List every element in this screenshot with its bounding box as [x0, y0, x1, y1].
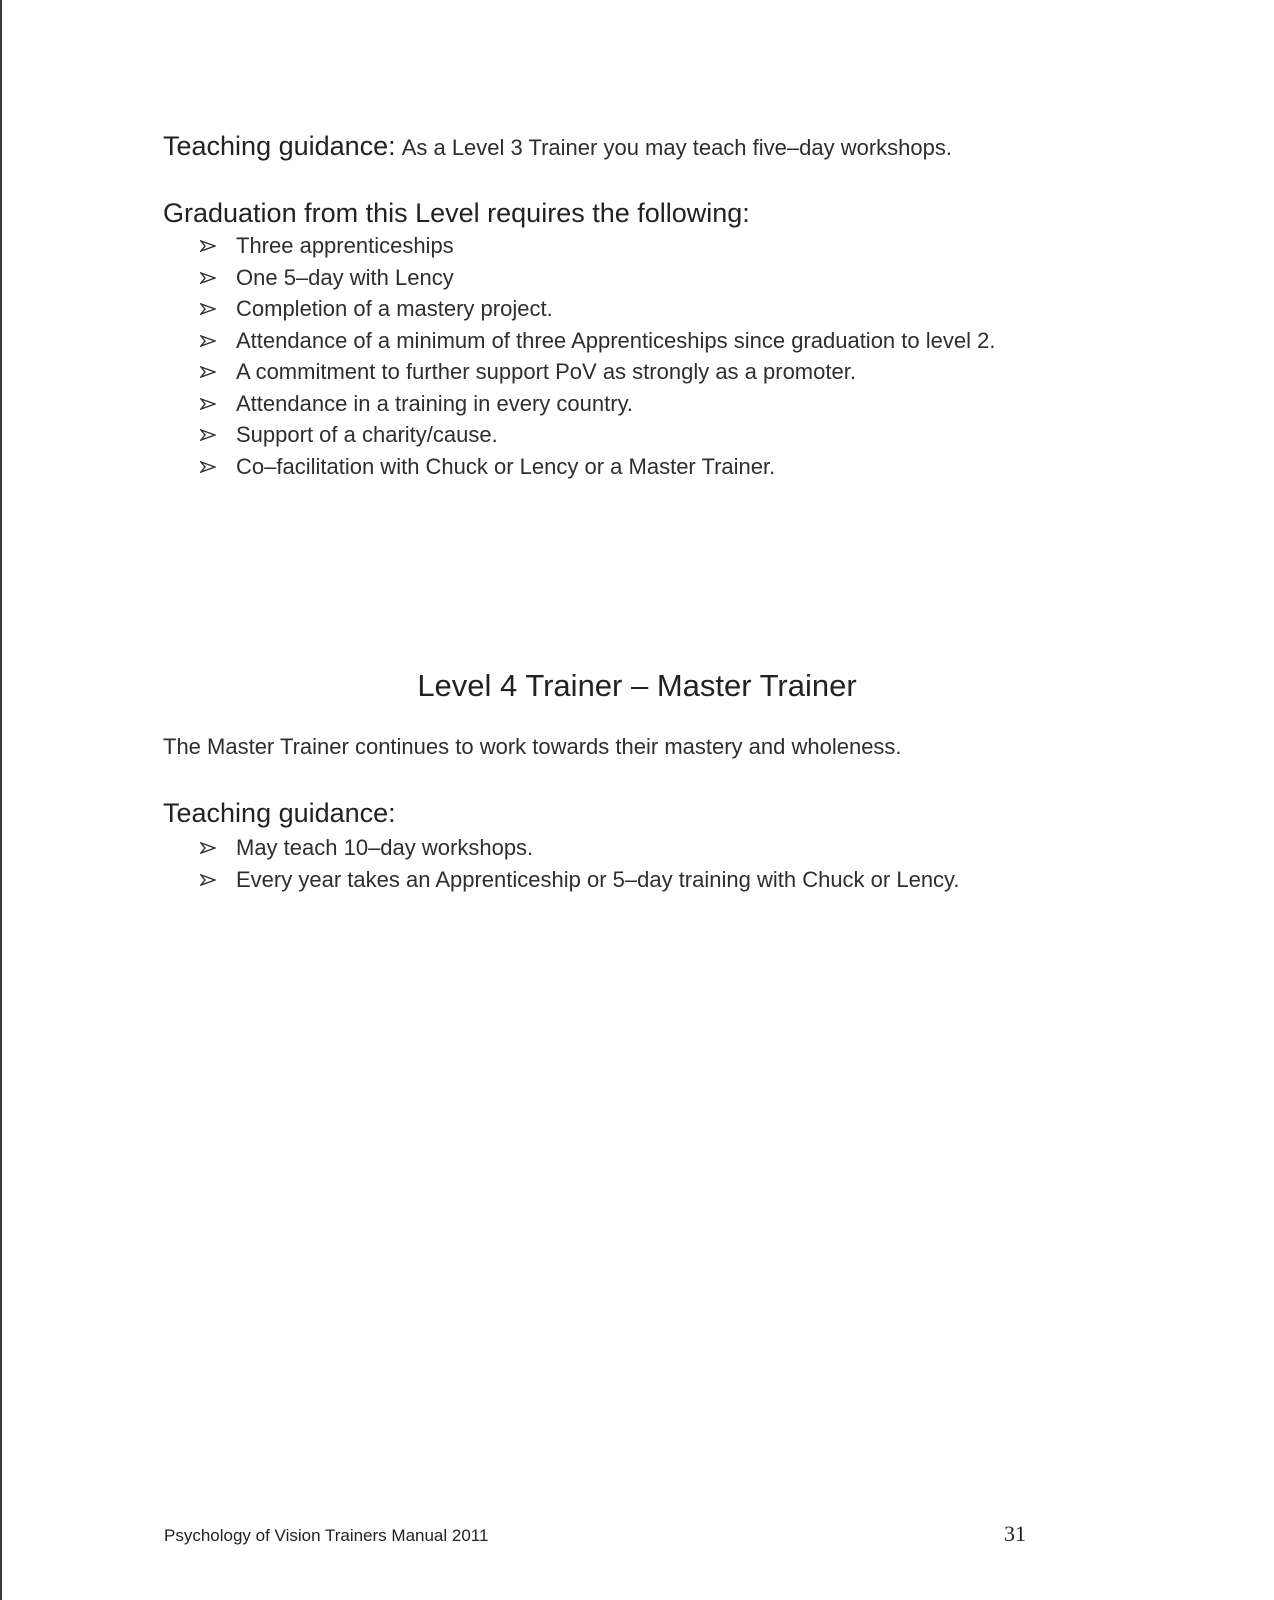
arrowhead-bullet-icon: [200, 240, 216, 252]
list-item: [200, 832, 1100, 864]
list-item: [200, 388, 1100, 420]
arrowhead-bullet-icon: [200, 303, 216, 315]
list-item-text: Attendance in a training in every country.: [236, 390, 634, 416]
page-number: 31: [1004, 1521, 1026, 1546]
list-item: [200, 230, 1100, 262]
arrowhead-bullet-icon: [200, 272, 216, 284]
arrowhead-bullet-icon: [200, 398, 216, 410]
list-item-text: Every year takes an Apprenticeship or 5–day training with Chuck or Lency.: [236, 866, 960, 892]
list-item-text: Attendance of a minimum of three Apprenticeships since graduation to level 2.: [236, 327, 996, 353]
arrowhead-bullet-icon: [200, 366, 216, 378]
graduation-requirements-list: [200, 230, 1100, 482]
list-item-text: A commitment to further support PoV as strongly as a promoter.: [236, 359, 856, 384]
footer-manual-title: Psychology of Vision Trainers Manual 2011: [164, 1526, 489, 1545]
list-item: [200, 262, 1100, 294]
teaching-guidance-list: [200, 832, 1100, 895]
list-item: [200, 864, 1100, 896]
list-item: [200, 451, 1100, 483]
list-item-text: Three apprenticeships: [236, 233, 454, 258]
level-4-title: Level 4 Trainer – Master Trainer: [417, 668, 857, 703]
arrowhead-bullet-icon: [200, 461, 216, 473]
arrowhead-bullet-icon: [200, 842, 216, 854]
list-item: [200, 356, 1100, 388]
arrowhead-bullet-icon: [200, 874, 216, 886]
teaching-guidance-text: As a Level 3 Trainer you may teach five–day workshops.: [401, 135, 952, 160]
list-item: [200, 419, 1100, 451]
list-item-text: Support of a charity/cause.: [236, 422, 498, 447]
list-item: [200, 325, 1078, 357]
graduation-heading: Graduation from this Level requires the following:: [163, 198, 750, 228]
arrowhead-bullet-icon: [200, 429, 216, 441]
master-trainer-intro: The Master Trainer continues to work towards their mastery and wholeness.: [163, 734, 902, 759]
list-item-text: Completion of a mastery project.: [236, 296, 553, 321]
list-item: [200, 293, 1100, 325]
arrowhead-bullet-icon: [200, 335, 216, 347]
list-item-text: May teach 10–day workshops.: [236, 835, 534, 860]
teaching-guidance-line: [163, 131, 952, 162]
teaching-guidance-label: Teaching guidance:: [163, 131, 396, 161]
teaching-guidance-heading: Teaching guidance:: [163, 798, 396, 828]
list-item-text: One 5–day with Lency: [236, 264, 454, 290]
list-item-text: Co–facilitation with Chuck or Lency or a Master Trainer.: [236, 453, 776, 479]
